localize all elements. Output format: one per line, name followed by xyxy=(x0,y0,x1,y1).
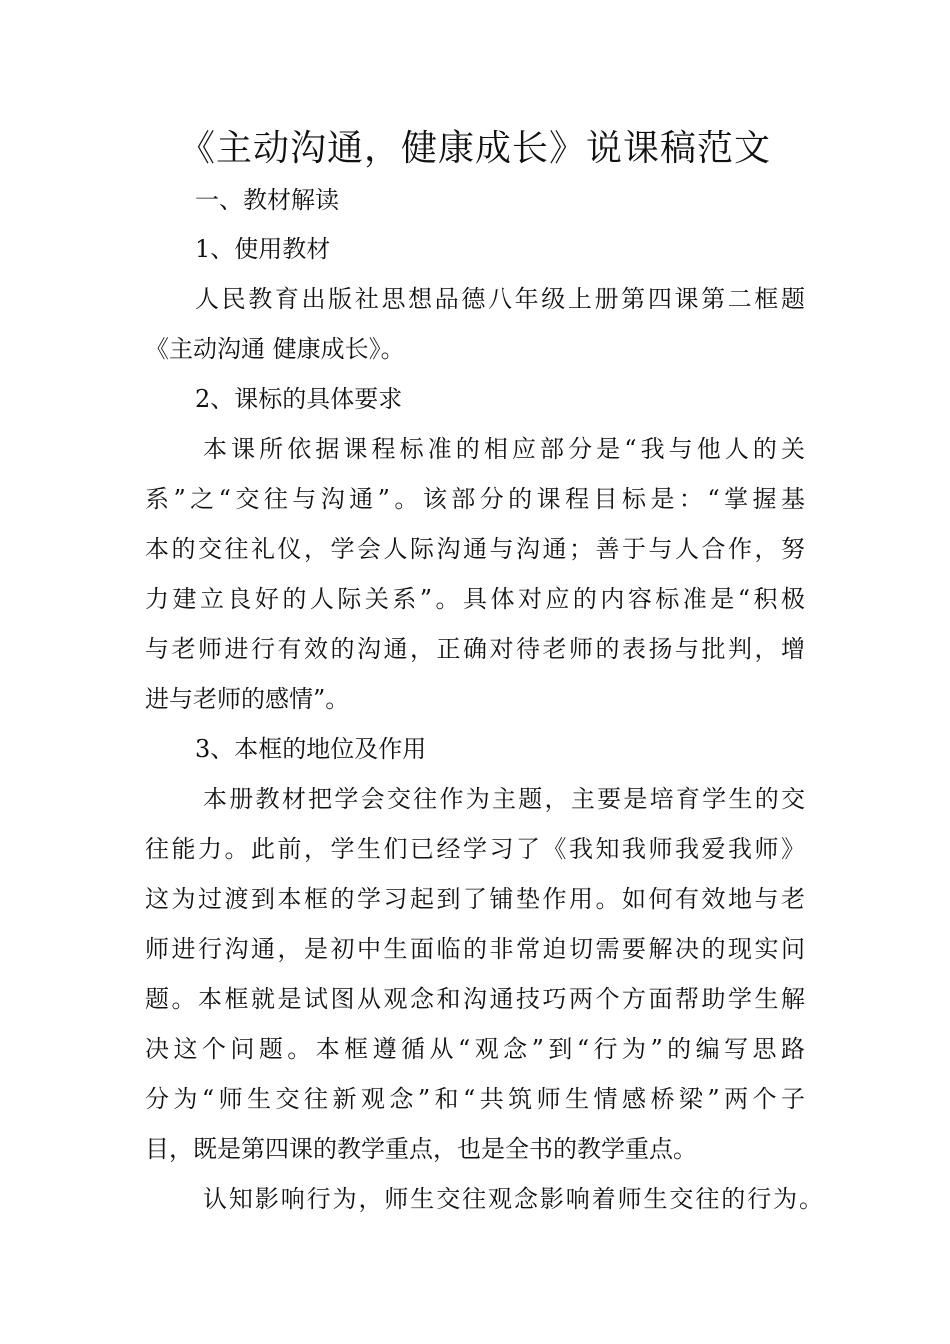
paragraph-line: 本课所依据课程标准的相应部分是“我与他人的关 xyxy=(203,435,805,463)
paragraph-line: 人民教育出版社思想品德八年级上册第四课第二框题 xyxy=(195,285,805,313)
paragraph-line: 进与老师的感情”。 xyxy=(145,685,350,713)
paragraph-line: 师进行沟通，是初中生面临的非常迫切需要解决的现实问 xyxy=(145,935,805,963)
paragraph-line: 认知影响行为，师生交往观念影响着师生交往的行为。 xyxy=(203,1185,823,1213)
subheading-textbook-used: 1、使用教材 xyxy=(195,235,331,263)
subheading-curriculum-requirements: 2、课标的具体要求 xyxy=(195,385,403,413)
paragraph-line: 决这个问题。本框遵循从“观念”到“行为”的编写思路 xyxy=(145,1035,805,1063)
paragraph-line: 力建立良好的人际关系”。具体对应的内容标准是“积极 xyxy=(145,585,805,613)
paragraph-line: 题。本框就是试图从观念和沟通技巧两个方面帮助学生解 xyxy=(145,985,805,1013)
paragraph-line: 这为过渡到本框的学习起到了铺垫作用。如何有效地与老 xyxy=(145,885,805,913)
document-title: 《主动沟通，健康成长》说课稿范文 xyxy=(178,128,771,169)
paragraph-line: 系”之“交往与沟通”。该部分的课程目标是：“掌握基 xyxy=(145,485,805,513)
paragraph-line: 本的交往礼仪，学会人际沟通与沟通；善于与人合作，努 xyxy=(145,535,805,563)
subheading-position-and-role: 3、本框的地位及作用 xyxy=(195,735,427,763)
paragraph-line: 往能力。此前，学生们已经学习了《我知我师我爱我师》 xyxy=(145,835,805,863)
paragraph-line: 《主动沟通 健康成长》。 xyxy=(145,335,405,363)
paragraph-line: 与老师进行有效的沟通，正确对待老师的表扬与批判，增 xyxy=(145,635,805,663)
section-heading-textbook-reading: 一、教材解读 xyxy=(195,186,339,214)
paragraph-line: 分为“师生交往新观念”和“共筑师生情感桥梁”两个子 xyxy=(145,1085,805,1113)
paragraph-line: 本册教材把学会交往作为主题，主要是培育学生的交 xyxy=(203,785,805,813)
paragraph-line: 目，既是第四课的教学重点，也是全书的教学重点。 xyxy=(145,1135,697,1163)
